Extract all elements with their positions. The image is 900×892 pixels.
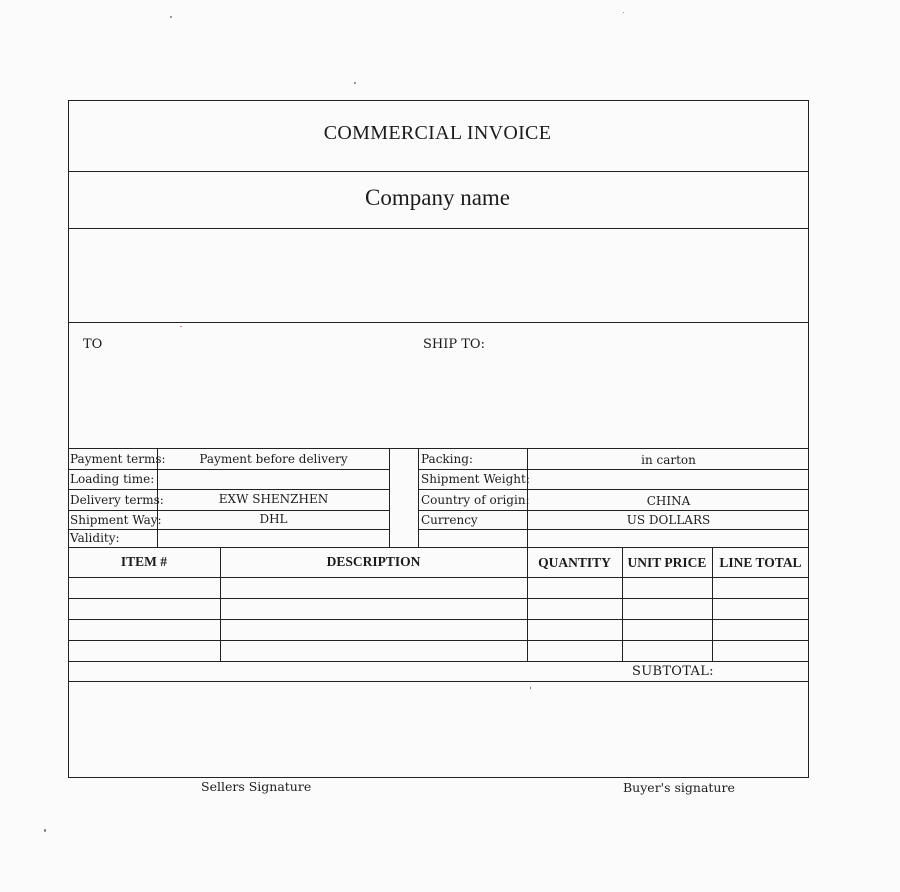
- terms-row-line: [418, 510, 809, 511]
- currency-label: Currency: [421, 513, 478, 527]
- scan-speck: [170, 16, 172, 18]
- terms-row-line: [418, 529, 809, 530]
- header-quantity: QUANTITY: [538, 555, 611, 570]
- table-top-line: [68, 547, 809, 548]
- table-row-line: [68, 661, 809, 662]
- shipment-way-value: DHL: [259, 512, 288, 526]
- shipment-way-label: Shipment Way:: [70, 513, 162, 527]
- buyer-signature-label: Buyer's signature: [623, 780, 735, 795]
- shipment-weight-label: Shipment Weight:: [421, 472, 530, 486]
- scan-speck: [180, 326, 182, 327]
- table-row: [68, 599, 809, 619]
- divider-address: [68, 322, 809, 323]
- validity-label: Validity:: [70, 531, 120, 545]
- country-of-origin-value: CHINA: [646, 494, 691, 508]
- table-row: [68, 620, 809, 640]
- scan-speck: [354, 82, 356, 84]
- terms-col-line: [418, 448, 419, 547]
- packing-value: in carton: [641, 453, 696, 467]
- currency-value: US DOLLARS: [626, 513, 711, 527]
- subtotal-label: SUBTOTAL:: [632, 664, 714, 679]
- terms-row-line: [68, 469, 389, 470]
- to-label: TO: [83, 337, 103, 352]
- divider-company: [68, 228, 809, 229]
- scan-speck: [44, 829, 46, 832]
- country-of-origin-label: Country of origin:: [421, 493, 530, 507]
- seller-signature-label: Sellers Signature: [201, 779, 312, 794]
- table-row: [68, 641, 809, 661]
- invoice-title: COMMERCIAL INVOICE: [323, 122, 552, 144]
- header-description: DESCRIPTION: [326, 554, 421, 569]
- divider-title: [68, 171, 809, 172]
- header-item: ITEM #: [120, 554, 168, 569]
- company-name: Company name: [365, 185, 510, 210]
- divider-terms-top: [68, 448, 809, 449]
- terms-col-line: [389, 448, 390, 547]
- terms-row-line: [68, 529, 389, 530]
- terms-row-line: [68, 489, 389, 490]
- packing-label: Packing:: [421, 452, 473, 466]
- scan-speck: [530, 687, 531, 689]
- ship-to-label: SHIP TO:: [423, 337, 485, 352]
- delivery-terms-label: Delivery terms:: [70, 493, 164, 507]
- payment-terms-value: Payment before delivery: [199, 452, 348, 466]
- table-row: [68, 578, 809, 598]
- terms-row-line: [418, 469, 809, 470]
- subtotal-line: [68, 681, 809, 682]
- delivery-terms-value: EXW SHENZHEN: [218, 492, 329, 506]
- header-line-total: LINE TOTAL: [719, 555, 802, 570]
- header-unit-price: UNIT PRICE: [627, 555, 707, 570]
- payment-terms-label: Payment terms:: [70, 452, 166, 466]
- loading-time-label: Loading time:: [70, 472, 155, 486]
- terms-row-line: [68, 510, 389, 511]
- scan-speck: [623, 12, 624, 13]
- terms-row-line: [418, 489, 809, 490]
